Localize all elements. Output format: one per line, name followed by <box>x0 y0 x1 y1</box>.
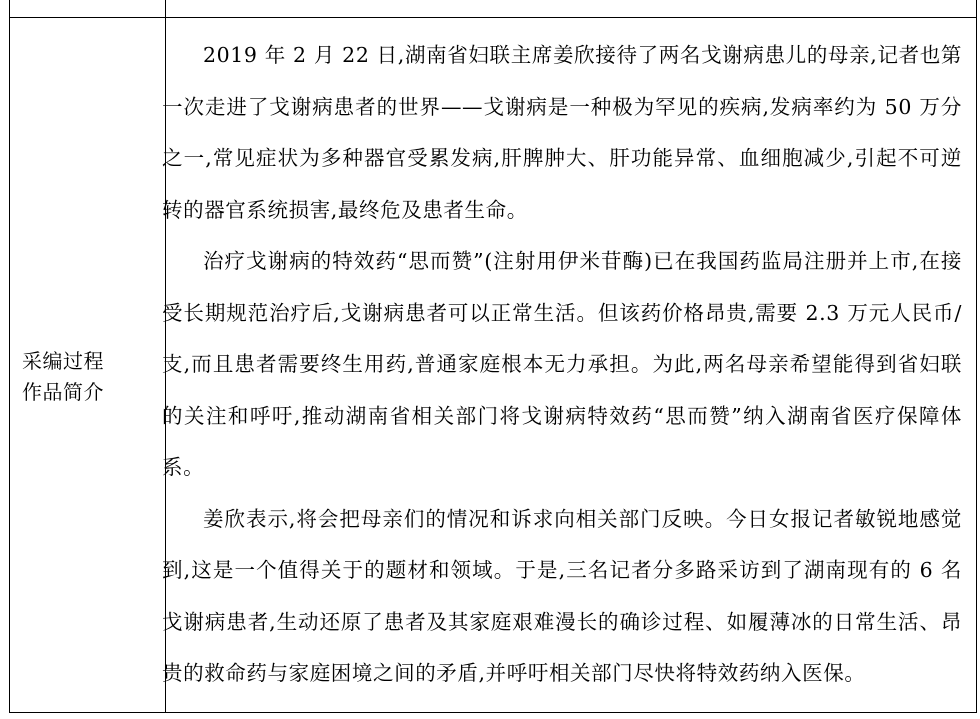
paragraph-2: 治疗戈谢病的特效药“思而赞”(注射用伊米苷酶)已在我国药监局注册并上市,在接受长期规范治疗后,戈谢病患者可以正常生活。但该药价格昂贵,需要 2.3 万元人民币/支,而且患者需要终生用药,普通家庭根本无力承担。为此,两名母亲希望能得到省妇联的关注和呼吁,推动湖南省相关部门将戈谢病特效药“思而赞”纳入湖南省医疗保障体系。 <box>162 249 962 479</box>
row-label <box>22 346 162 408</box>
row-label-line-2: 作品简介 <box>22 380 104 404</box>
paragraph-3: 姜欣表示,将会把母亲们的情况和诉求向相关部门反映。今日女报记者敏锐地感觉到,这是一个值得关于的题材和领域。于是,三名记者分多路采访到了湖南现有的 6 名戈谢病患者,生动还原了患者及其家庭艰难漫长的确诊过程、如履薄冰的日常生活、昂贵的救命药与家庭困境之间的矛盾,并呼吁相关部门尽快将特效药纳入医保。 <box>162 506 962 685</box>
row-label-line-1: 采编过程 <box>22 349 104 373</box>
content-cell <box>162 30 962 700</box>
paragraph-1: 2019 年 2 月 22 日,湖南省妇联主席姜欣接待了两名戈谢病患儿的母亲,记者也第一次走进了戈谢病患者的世界——戈谢病是一种极为罕见的疾病,发病率约为 50 万分之一,常见症状为多种器官受累发病,肝脾肿大、肝功能异常、血细胞减少,引起不可逆转的器官系统损害,最终危及患者生命。 <box>162 43 962 222</box>
label-cell <box>10 18 165 712</box>
